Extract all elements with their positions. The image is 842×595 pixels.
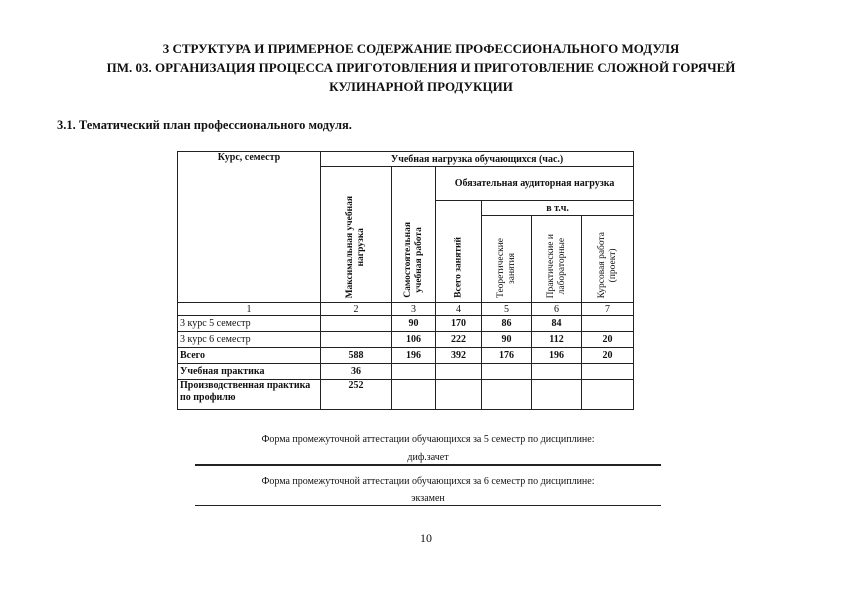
header-including: в т.ч. xyxy=(482,201,634,216)
cell-value: 252 xyxy=(321,380,392,410)
cell-value xyxy=(582,364,634,380)
col-number: 2 xyxy=(321,303,392,316)
cell-value: 196 xyxy=(392,348,436,364)
col-number: 3 xyxy=(392,303,436,316)
cell-value: 20 xyxy=(582,332,634,348)
sem5-attestation-value: диф.зачет xyxy=(407,452,449,463)
cell-value xyxy=(532,380,582,410)
row-label: 3 курс 6 семестр xyxy=(178,332,321,348)
col-number: 6 xyxy=(532,303,582,316)
table-row xyxy=(178,348,634,364)
sem6-attestation-value: экзамен xyxy=(411,493,445,504)
table-row xyxy=(178,316,634,332)
sem6-attestation-text: Форма промежуточной аттестации обучающихся за 6 семестр по дисциплине: xyxy=(261,476,595,487)
section-subheading: 3.1. Тематический план профессионального модуля. xyxy=(57,118,352,132)
header-total-classes: Всего занятий xyxy=(453,236,463,298)
cell-value xyxy=(436,364,482,380)
page-number: 10 xyxy=(420,531,432,545)
cell-value xyxy=(482,380,532,410)
header-self-study-cell xyxy=(392,167,436,303)
cell-value: 112 xyxy=(532,332,582,348)
cell-value: 222 xyxy=(436,332,482,348)
header-coursework: Курсовая работа (проект) xyxy=(596,231,618,298)
cell-value xyxy=(582,380,634,410)
module-title-line-2: ПМ. 03. ОРГАНИЗАЦИЯ ПРОЦЕССА ПРИГОТОВЛЕНИЯ И ПРИГОТОВЛЕНИЕ СЛОЖНОЙ ГОРЯЧЕЙ xyxy=(106,60,736,75)
table-row xyxy=(178,380,634,410)
cell-value: 196 xyxy=(532,348,582,364)
table-row xyxy=(178,364,634,380)
sem6-underline xyxy=(195,505,661,506)
row-label: Всего xyxy=(178,348,321,364)
header-total-cell xyxy=(436,201,482,303)
cell-value xyxy=(482,364,532,380)
cell-value: 176 xyxy=(482,348,532,364)
cell-value xyxy=(321,332,392,348)
col-number: 4 xyxy=(436,303,482,316)
row-label: 3 курс 5 семестр xyxy=(178,316,321,332)
header-mandatory-load: Обязательная аудиторная нагрузка xyxy=(436,167,634,201)
module-title-line-1: 3 СТРУКТУРА И ПРИМЕРНОЕ СОДЕРЖАНИЕ ПРОФЕССИОНАЛЬНОГО МОДУЛЯ xyxy=(162,41,680,56)
cell-value xyxy=(532,364,582,380)
table-row xyxy=(178,332,634,348)
header-study-load: Учебная нагрузка обучающихся (час.) xyxy=(321,152,634,167)
sem5-underline xyxy=(195,464,661,466)
header-max-load: Максимальная учебная нагрузка xyxy=(345,195,366,298)
column-number-row xyxy=(178,303,634,316)
header-theory-cell xyxy=(482,216,532,303)
cell-value: 90 xyxy=(392,316,436,332)
cell-value: 86 xyxy=(482,316,532,332)
thematic-plan-table xyxy=(177,151,634,410)
cell-value: 90 xyxy=(482,332,532,348)
header-coursework-cell xyxy=(582,216,634,303)
cell-value: 170 xyxy=(436,316,482,332)
header-theory: Теоретические занятия xyxy=(495,238,517,298)
cell-value xyxy=(392,380,436,410)
cell-value xyxy=(582,316,634,332)
header-self-study: Самостоятельная учебная работа xyxy=(402,222,424,298)
header-practice-cell xyxy=(532,216,582,303)
header-max-load-cell xyxy=(321,167,392,303)
cell-value: 106 xyxy=(392,332,436,348)
cell-value xyxy=(392,364,436,380)
header-course-semester: Курс, семестр xyxy=(178,152,321,303)
col-number: 1 xyxy=(178,303,321,316)
row-label: Производственная практика по профилю xyxy=(178,380,321,410)
col-number: 5 xyxy=(482,303,532,316)
sem5-attestation-text: Форма промежуточной аттестации обучающихся за 5 семестр по дисциплине: xyxy=(261,434,595,445)
cell-value: 392 xyxy=(436,348,482,364)
module-title-line-3: КУЛИНАРНОЙ ПРОДУКЦИИ xyxy=(329,79,513,94)
cell-value xyxy=(321,316,392,332)
cell-value: 588 xyxy=(321,348,392,364)
cell-value: 36 xyxy=(321,364,392,380)
col-number: 7 xyxy=(582,303,634,316)
row-label: Учебная практика xyxy=(178,364,321,380)
header-practice: Практические и лабораторные xyxy=(545,233,567,298)
cell-value: 84 xyxy=(532,316,582,332)
cell-value xyxy=(436,380,482,410)
cell-value: 20 xyxy=(582,348,634,364)
